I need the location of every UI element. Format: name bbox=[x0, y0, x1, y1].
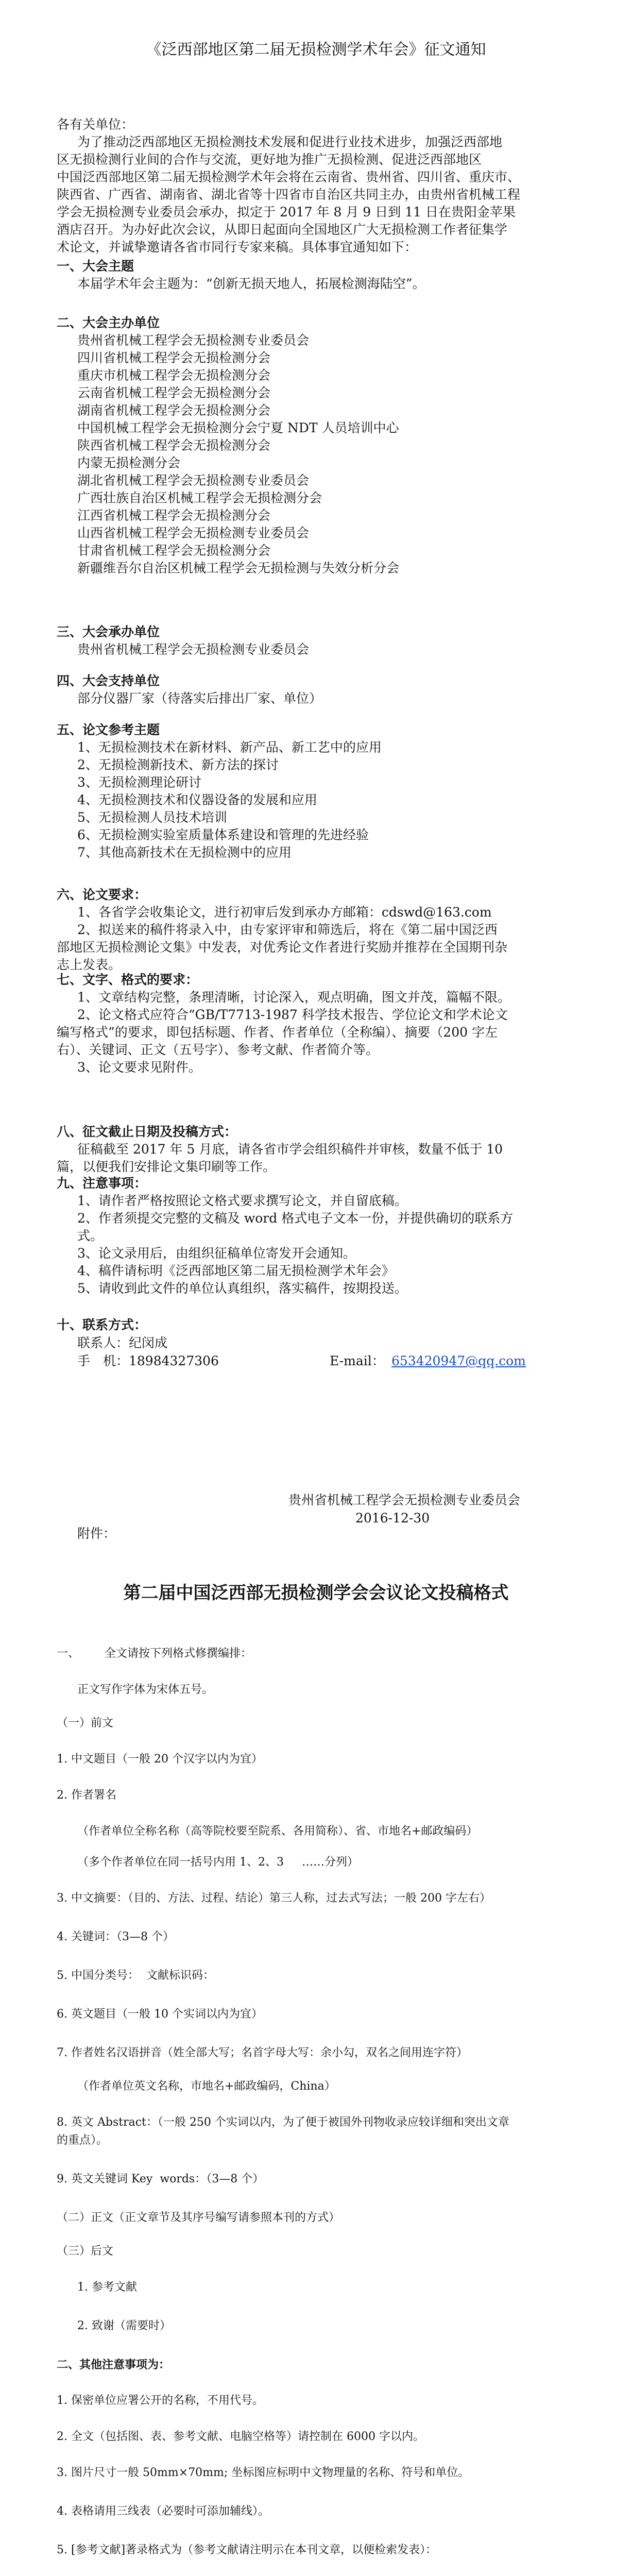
signature-date: 2016-12-30 bbox=[355, 1511, 430, 1526]
section-item: 部分仪器厂家（待落实后排出厂家、单位） bbox=[77, 691, 322, 706]
section-heading: 九、注意事项： bbox=[57, 1176, 147, 1191]
attachment-line: 3. 图片尺寸一般 50mm×70mm; 坐标图应标明中文物理量的名称、符号和单位。 bbox=[57, 2466, 470, 2479]
attachment-line: 2. 作者署名 bbox=[57, 1789, 116, 1802]
section-item: 4、无损检测技术和仪器设备的发展和应用 bbox=[77, 792, 317, 807]
section-item: 新疆维吾尔自治区机械工程学会无损检测与失效分析分会 bbox=[77, 561, 400, 575]
section-item: 1、无损检测技术在新材料、新产品、新工艺中的应用 bbox=[77, 740, 382, 755]
attachment-line: （多个作者单位在同一括号内用 1、2、3 ……分列） bbox=[77, 1856, 358, 1869]
contact-phone-label: 手 机： bbox=[77, 1353, 129, 1368]
contact-email-link[interactable]: 653420947@qq.com bbox=[391, 1353, 526, 1368]
section-item: 3、无损检测理论研讨 bbox=[77, 775, 201, 790]
section-item: 3、论文要求见附件。 bbox=[77, 1060, 201, 1075]
attachment-line: 的重点）。 bbox=[57, 2134, 108, 2147]
section-item: 1、请作者严格按照论文格式要求撰写论文，并自留底稿。 bbox=[77, 1193, 407, 1208]
attachment-line: 1. 中文题目（一般 20 个汉字以内为宜） bbox=[57, 1753, 263, 1766]
attachment-line: 3. 中文摘要：（目的、方法、过程、结论）第三人称，过去式写法；一般 200 字左右） bbox=[57, 1892, 491, 1905]
section-item: 3、论文录用后，由组织征稿单位寄发开会通知。 bbox=[77, 1246, 356, 1261]
section-heading: 八、征文截止日期及投稿方式： bbox=[57, 1124, 237, 1139]
intro-line: 酒店召开。为办好此次会议，从即日起面向全国地区广大无损检测工作者征集学 bbox=[57, 222, 508, 237]
section-item: 贵州省机械工程学会无损检测专业委员会 bbox=[77, 642, 310, 657]
attachment-line: 9. 英文关键词 Key words：（3—8 个） bbox=[57, 2173, 264, 2185]
intro-line: 陕西省、广西省、湖南省、湖北省等十四省市自治区共同主办，由贵州省机械工程 bbox=[57, 187, 521, 202]
contact-person: 纪闵成 bbox=[129, 1335, 168, 1350]
section-heading: 三、大会承办单位 bbox=[57, 624, 160, 639]
intro-line: 术论文，并诚挚邀请各省市同行专家来稿。具体事宜通知如下： bbox=[57, 240, 418, 255]
section-item: 山西省机械工程学会无损检测专业委员会 bbox=[77, 526, 310, 540]
section-heading: 四、大会支持单位 bbox=[57, 673, 160, 688]
contact-email-label: E-mail： bbox=[330, 1353, 385, 1368]
section-item: 6、无损检测实验室质量体系建设和管理的先进经验 bbox=[77, 827, 369, 842]
section-item: 右）、关键词、正文（五号字）、参考文献、作者简介等。 bbox=[57, 1042, 379, 1057]
section-item: 4、稿件请标明《泛西部地区第二届无损检测学术年会》 bbox=[77, 1263, 395, 1278]
attachment-line: 1. 保密单位应署公开的名称，不用代号。 bbox=[57, 2394, 264, 2407]
section-item: 5、无损检测人员技术培训 bbox=[77, 810, 227, 825]
section-item: 2、无损检测新技术、新方法的探讨 bbox=[77, 757, 279, 772]
section-heading: 一、大会主题 bbox=[57, 259, 134, 274]
section-heading: 六、论文要求： bbox=[57, 887, 147, 902]
attachment-line: 正文写作字体为宋体五号。 bbox=[77, 1683, 214, 1696]
signature-org: 贵州省机械工程学会无损检测专业委员会 bbox=[288, 1493, 521, 1507]
section-item: 2、作者须提交完整的文稿及 word 格式电子文本一份，并提供确切的联系方 bbox=[77, 1211, 514, 1226]
section-item: 陕西省机械工程学会无损检测分会 bbox=[77, 438, 271, 453]
section-item: 甘肃省机械工程学会无损检测分会 bbox=[77, 543, 271, 558]
section-item: 本届学术年会主题为：“创新无损天地人，拓展检测海陆空”。 bbox=[77, 276, 425, 291]
section-item: 内蒙无损检测分会 bbox=[77, 455, 181, 470]
section-item: 式。 bbox=[77, 1228, 104, 1243]
attachment-label: 附件： bbox=[77, 1526, 116, 1541]
attachment-title: 第二届中国泛西部无损检测学会会议论文投稿格式 bbox=[123, 1583, 509, 1603]
section-item: 湖南省机械工程学会无损检测分会 bbox=[77, 403, 271, 418]
section-heading: 十、联系方式： bbox=[57, 1317, 147, 1332]
section-item: 志上发表。 bbox=[57, 957, 122, 972]
section-item: 1、各省学会收集论文，进行初审后发到承办方邮箱：cdswd@163.com bbox=[77, 905, 492, 920]
intro-line: 为了推动泛西部地区无损检测技术发展和促进行业技术进步，加强泛西部地 bbox=[77, 134, 503, 149]
attachment-line: 一、 全文请按下列格式修撰编排： bbox=[57, 1647, 252, 1660]
attachment-line: 2. 致谢（需要时） bbox=[77, 2319, 171, 2332]
attachment-line: 8. 英文 Abstract：（一般 250 个实词以内，为了便于被国外刊物收录应较详细和突出文章 bbox=[57, 2116, 509, 2129]
section-item: 重庆市机械工程学会无损检测分会 bbox=[77, 368, 271, 383]
intro-line: 学会无损检测专业委员会承办，拟定于 2017 年 8 月 9 日到 11 日在贵阳金苹果 bbox=[57, 205, 516, 219]
attachment-line: （一）前文 bbox=[57, 1717, 114, 1730]
intro-line: 区无损检测行业间的合作与交流，更好地为推广无损检测、促进泛西部地区 bbox=[57, 152, 482, 167]
contact-phone: 18984327306 bbox=[129, 1353, 219, 1368]
attachment-line: 5. 中国分类号： 文献标识码： bbox=[57, 1969, 214, 1982]
notice-title: 《泛西部地区第二届无损检测学术年会》征文通知 bbox=[146, 41, 486, 59]
attachment-line: （三）后文 bbox=[57, 2245, 114, 2258]
section-item: 贵州省机械工程学会无损检测专业委员会 bbox=[77, 333, 310, 348]
section-heading: 五、论文参考主题 bbox=[57, 722, 160, 737]
attachment-line: 1. 参考文献 bbox=[77, 2281, 137, 2294]
section-item: 广西壮族自治区机械工程学会无损检测分会 bbox=[77, 490, 322, 505]
attachment-line: 6. 英文题目（一般 10 个实词以内为宜） bbox=[57, 2008, 263, 2021]
section-item: 2、拟送来的稿件将录入中，由专家评审和筛选后，将在《第二届中国泛西 bbox=[77, 922, 498, 937]
section-item: 2、论文格式应符合“GB/T7713-1987 科学技术报告、学位论文和学术论文 bbox=[77, 1007, 508, 1022]
section-item: 1、文章结构完整，条理清晰，讨论深入，观点明确，图文并茂，篇幅不限。 bbox=[77, 990, 510, 1005]
intro-line: 中国泛西部地区第二届无损检测学术年会将在云南省、贵州省、四川省、重庆市、 bbox=[57, 170, 521, 184]
attachment-line: 4. 表格请用三线表（必要时可添加辅线）。 bbox=[57, 2505, 269, 2518]
section-item: 云南省机械工程学会无损检测分会 bbox=[77, 385, 271, 400]
salutation: 各有关单位： bbox=[57, 117, 134, 132]
attachment-line: 5. [参考文献]著录格式为（参考文献请注明示在本刊文章，以便检索发表）： bbox=[57, 2544, 437, 2556]
section-item: 部地区无损检测论文集》中发表，对优秀论文作者进行奖励并推荐在全国期刊杂 bbox=[57, 940, 508, 955]
section-item: 征稿截至 2017 年 5 月底，请各省市学会组织稿件并审核，数量不低于 10 bbox=[77, 1142, 503, 1157]
attachment-line: 2. 全文（包括图、表、参考文献、电脑空格等）请控制在 6000 字以内。 bbox=[57, 2430, 424, 2443]
section-item: 江西省机械工程学会无损检测分会 bbox=[77, 508, 271, 523]
attachment-line: 4. 关键词：（3—8 个） bbox=[57, 1930, 174, 1943]
attachment-line: （作者单位全称名称（高等院校要至院系、各用简称）、省、市地名+邮政编码） bbox=[77, 1825, 478, 1838]
section-item: 7、其他高新技术在无损检测中的应用 bbox=[77, 845, 292, 860]
attachment-line: （作者单位英文名称，市地名+邮政编码，China） bbox=[77, 2080, 336, 2093]
section-item: 编写格式”的要求，即包括标题、作者、作者单位（全称编）、摘要（200 字左 bbox=[57, 1025, 498, 1040]
section-item: 5、请收到此文件的单位认真组织，落实稿件，按期投送。 bbox=[77, 1281, 407, 1296]
section-heading: 二、大会主办单位 bbox=[57, 315, 160, 330]
attachment-line: 7. 作者姓名汉语拼音（姓全部大写；名首字母大写：余小勾，双名之间用连字符） bbox=[57, 2046, 468, 2059]
attachment-line: 二、其他注意事项为： bbox=[57, 2358, 170, 2371]
section-heading: 七、文字、格式的要求： bbox=[57, 972, 199, 987]
contact-person-label: 联系人： bbox=[77, 1335, 129, 1350]
section-item: 四川省机械工程学会无损检测分会 bbox=[77, 350, 271, 365]
section-item: 湖北省机械工程学会无损检测专业委员会 bbox=[77, 473, 310, 488]
section-item: 篇，以便我们安排论文集印刷等工作。 bbox=[57, 1159, 276, 1174]
section-item: 中国机械工程学会无损检测分会宁夏 NDT 人员培训中心 bbox=[77, 420, 399, 435]
attachment-line: （二）正文（正文章节及其序号编写请参照本刊的方式） bbox=[57, 2211, 340, 2224]
